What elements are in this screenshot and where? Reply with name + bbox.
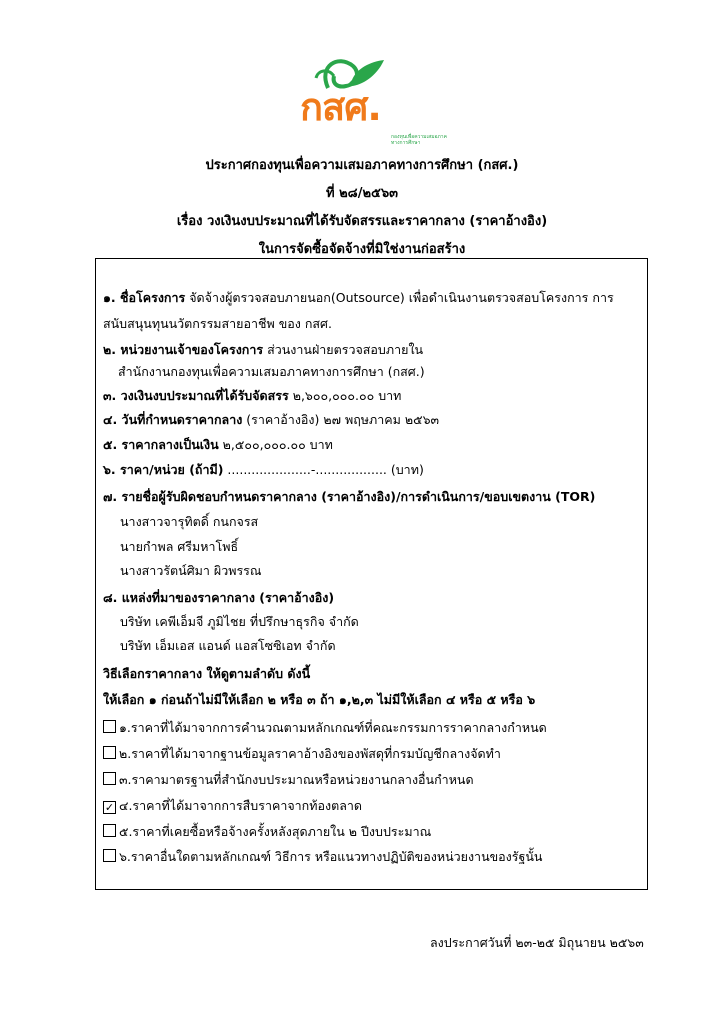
option-2-label: ๒.ราคาที่ได้มาจากฐานข้อมูลราคาอ้างอิงของพัสดุที่กรมบัญชีกลางจัดทำ	[119, 746, 501, 761]
price-source: บริษัท เอ็มเอส แอนด์ แอสโซซิเอท จำกัด	[120, 638, 336, 653]
unit-price-label: ๖. ราคา/หน่วย (ถ้ามี)	[103, 462, 224, 477]
agency-row	[103, 340, 423, 360]
announcement-header	[0, 152, 724, 264]
agency-value: ส่วนงานฝ่ายตรวจสอบภายใน	[263, 342, 424, 357]
committee-label: ๗. รายชื่อผู้รับผิดชอบกำหนดราคากลาง (ราคาอ้างอิง)/การดำเนินการ/ขอบเขตงาน (TOR)	[103, 489, 596, 504]
logo-subtext: กองทุนเพื่อความเสมอภาคทางการศึกษา	[391, 134, 447, 146]
option-3-label: ๓.ราคามาตรฐานที่สำนักงบประมาณหรือหน่วยงานกลางอื่นกำหนด	[119, 772, 474, 787]
check-mark-icon: ✓	[104, 801, 115, 814]
budget-value: ๒,๖๐๐,๐๐๐.๐๐ บาท	[288, 388, 402, 403]
committee-member: นายกำพล ศรีมหาโพธิ์	[120, 539, 239, 554]
option-2-checkbox[interactable]	[103, 746, 116, 759]
date-value: (ราคาอ้างอิง) ๒๗ พฤษภาคม ๒๕๖๓	[242, 412, 440, 427]
project-name-row	[103, 288, 614, 308]
logo-text: กสศ.	[300, 85, 381, 129]
option-5-checkbox[interactable]	[103, 824, 116, 837]
method-option-2	[103, 744, 501, 764]
method-option-5	[103, 822, 431, 842]
price-label: ๕. ราคากลางเป็นเงิน	[103, 437, 219, 452]
header-number: ที่ ๒๘/๒๕๖๓	[326, 186, 398, 201]
option-1-checkbox[interactable]	[103, 720, 116, 733]
method-title: วิธีเลือกราคากลาง ให้ดูตามลำดับ ดังนี้	[103, 666, 311, 681]
announcement-date: ลงประกาศวันที่ ๒๓-๒๕ มิถุนายน ๒๕๖๓	[430, 935, 644, 950]
agency-cont: สำนักงานกองทุนเพื่อความเสมอภาคทางการศึกษา (กสศ.)	[118, 364, 425, 379]
kss-logo	[298, 48, 447, 146]
method-option-3	[103, 770, 474, 790]
budget-label: ๓. วงเงินงบประมาณที่ได้รับจัดสรร	[103, 388, 289, 403]
committee-member: นางสาวรัตน์ศิมา ผิวพรรณ	[120, 563, 262, 578]
project-name-cont: สนับสนุนทุนนวัตกรรมสายอาชีพ ของ กสศ.	[103, 316, 332, 331]
price-row	[103, 435, 333, 455]
method-instruction: ให้เลือก ๑ ก่อนถ้าไม่มีให้เลือก ๒ หรือ ๓ ถ้า ๑,๒,๓ ไม่มีให้เลือก ๔ หรือ ๕ หรือ ๖	[103, 692, 536, 707]
agency-label: ๒. หน่วยงานเจ้าของโครงการ	[103, 342, 264, 357]
header-scope: ในการจัดซื้อจัดจ้างที่มิใช่งานก่อสร้าง	[258, 242, 466, 257]
project-name-value: จัดจ้างผู้ตรวจสอบภายนอก(Outsource) เพื่อดำเนินงานตรวจสอบโครงการ การ	[185, 290, 614, 305]
budget-row	[103, 386, 401, 406]
header-subject: เรื่อง วงเงินงบประมาณที่ได้รับจัดสรรและราคากลาง (ราคาอ้างอิง)	[176, 214, 548, 229]
price-source: บริษัท เคพีเอ็มจี ภูมิไชย ที่ปรึกษาธุรกิจ จำกัด	[120, 614, 359, 629]
option-6-label: ๖.ราคาอื่นใดตามหลักเกณฑ์ วิธีการ หรือแนวทางปฏิบัติของหน่วยงานของรัฐนั้น	[119, 849, 543, 864]
option-4-checkbox[interactable]	[103, 801, 116, 814]
method-option-1	[103, 718, 547, 738]
option-6-checkbox[interactable]	[103, 849, 116, 862]
option-1-label: ๑.ราคาที่ได้มาจากการคำนวณตามหลักเกณฑ์ที่คณะกรรมการราคากลางกำหนด	[119, 720, 547, 735]
unit-price-row	[103, 460, 424, 480]
unit-price-value: .....................-.................. (บาท)	[223, 462, 424, 477]
option-4-label: ๔.ราคาที่ได้มาจากการสืบราคาจากท้องตลาด	[119, 798, 363, 813]
option-3-checkbox[interactable]	[103, 772, 116, 785]
price-value: ๒,๕๐๐,๐๐๐.๐๐ บาท	[218, 437, 333, 452]
committee-member: นางสาวจารุทิตดิ์ กนกจรส	[120, 514, 259, 529]
project-name-label: ๑. ชื่อโครงการ	[103, 290, 186, 305]
header-title: ประกาศกองทุนเพื่อความเสมอภาคทางการศึกษา (กสศ.)	[205, 158, 519, 173]
date-row	[103, 410, 439, 430]
method-option-4	[103, 796, 362, 816]
date-label: ๔. วันที่กำหนดราคากลาง	[103, 412, 243, 427]
option-5-label: ๕.ราคาที่เคยซื้อหรือจ้างครั้งหลังสุดภายใน ๒ ปีงบประมาณ	[119, 824, 432, 839]
method-option-6	[103, 847, 542, 867]
price-source-label: ๘. แหล่งที่มาของราคากลาง (ราคาอ้างอิง)	[103, 590, 335, 605]
